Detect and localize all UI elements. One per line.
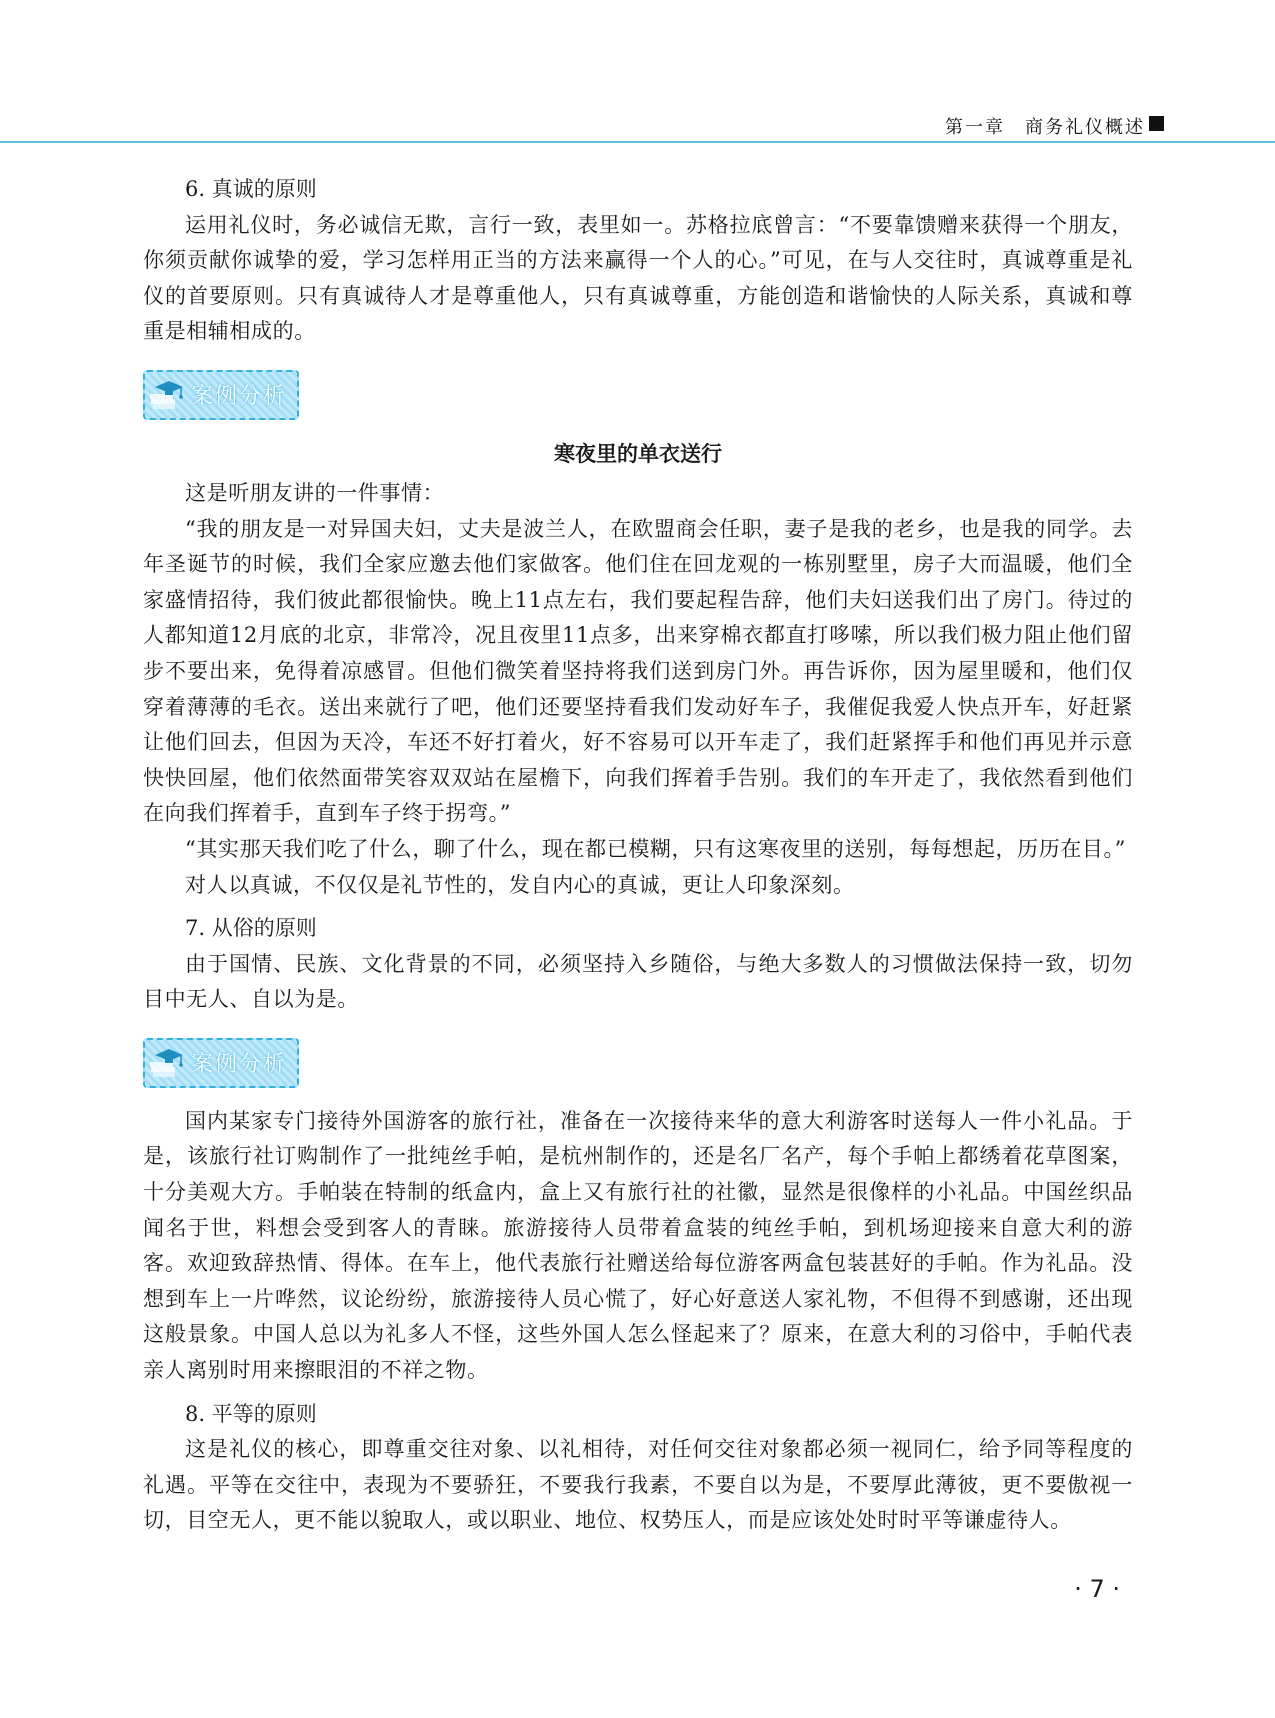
case-1-paragraph: 这是听朋友讲的一件事情： <box>185 480 445 505</box>
case-analysis-label: 案例分析 <box>191 1052 288 1078</box>
case-analysis-badge-1 <box>143 370 299 420</box>
case-title: 寒夜里的单衣送行 <box>554 441 722 466</box>
case-analysis-label: 案例分析 <box>191 384 288 410</box>
header-divider <box>0 141 1275 143</box>
chapter-title: 第一章 商务礼仪概述 <box>945 117 1145 138</box>
section-6-paragraph: 运用礼仪时，务必诚信无欺，言行一致，表里如一。苏格拉底曾言：“不要靠馈赠来获得一个朋友，你须贡献你诚挚的爱，学习怎样用正当的方法来赢得一个人的心。”可见，在与人交往时，真诚尊重是礼仪的首要原则。只有真诚待人才是尊重他人，只有真诚尊重，方能创造和谐愉快的人际关系，真诚和尊重是相辅相成的。 <box>143 212 1133 344</box>
case-2-paragraph: 国内某家专门接待外国游客的旅行社，准备在一次接待来华的意大利游客时送每人一件小礼品。于是，该旅行社订购制作了一批纯丝手帕，是杭州制作的，还是名厂名产，每个手帕上都绣着花草图案，十分美观大方。手帕装在特制的纸盒内，盒上又有旅行社的社徽，显然是很像样的小礼品。中国丝织品闻名于世，料想会受到客人的青睐。旅游接待人员带着盒装的纯丝手帕，到机场迎接来自意大利的游客。欢迎致辞热情、得体。在车上，他代表旅行社赠送给每位游客两盒包装甚好的手帕。作为礼品。没想到车上一片哗然，议论纷纷，旅游接待人员心慌了，好心好意送人家礼物，不但得不到感谢，还出现这般景象。中国人总以为礼多人不怪，这些外国人怎么怪起来了？原来，在意大利的习俗中，手帕代表亲人离别时用来擦眼泪的不祥之物。 <box>143 1108 1133 1383</box>
section-8-paragraph: 这是礼仪的核心，即尊重交往对象、以礼相待，对任何交往对象都必须一视同仁，给予同等程度的礼遇。平等在交往中，表现为不要骄狂，不要我行我素，不要自以为是，不要厚此薄彼，更不要傲视一切，目空无人，更不能以貌取人，或以职业、地位、权势压人，而是应该处处时时平等谦虚待人。 <box>143 1437 1133 1533</box>
page-body <box>143 172 1133 1539</box>
section-7-heading: 7. 从俗的原则 <box>185 916 317 941</box>
page-number: · 7 · <box>1074 1575 1120 1603</box>
section-7-paragraph: 由于国情、民族、文化背景的不同，必须坚持入乡随俗，与绝大多数人的习惯做法保持一致，切勿目中无人、自以为是。 <box>143 951 1133 1012</box>
graduation-cap-books-icon <box>147 375 187 415</box>
section-6-heading: 6. 真诚的原则 <box>185 177 317 201</box>
graduation-cap-books-icon <box>147 1043 187 1083</box>
case-1-paragraph: “其实那天我们吃了什么，聊了什么，现在都已模糊，只有这寒夜里的送别，每每想起，历历在目。” <box>185 836 1126 861</box>
section-8-heading: 8. 平等的原则 <box>185 1401 317 1426</box>
case-analysis-badge-2 <box>143 1038 299 1088</box>
case-1-paragraph: “我的朋友是一对异国夫妇，丈夫是波兰人，在欧盟商会任职，妻子是我的老乡，也是我的同学。去年圣诞节的时候，我们全家应邀去他们家做客。他们住在回龙观的一栋别墅里，房子大而温暖，他们全家盛情招待，我们彼此都很愉快。晚上11点左右，我们要起程告辞，他们夫妇送我们出了房门。待过的人都知道12月底的北京，非常冷，况且夜里11点多，出来穿棉衣都直打哆嗦，所以我们极力阻止他们留步不要出来，免得着凉感冒。但他们微笑着坚持将我们送到房门外。再告诉你，因为屋里暖和，他们仅穿着薄薄的毛衣。送出来就行了吧，他们还要坚持看我们发动好车子，我催促我爱人快点开车，好赶紧让他们回去，但因为天冷，车还不好打着火，好不容易可以开车走了，我们赶紧挥手和他们再见并示意快快回屋，他们依然面带笑容双双站在屋檐下，向我们挥着手告别。我们的车开走了，我依然看到他们在向我们挥着手，直到车子终于拐弯。” <box>143 516 1133 826</box>
page-header <box>0 0 1275 144</box>
chapter-marker-square <box>1149 116 1164 131</box>
case-1-paragraph: 对人以真诚，不仅仅是礼节性的，发自内心的真诚，更让人印象深刻。 <box>185 872 855 897</box>
